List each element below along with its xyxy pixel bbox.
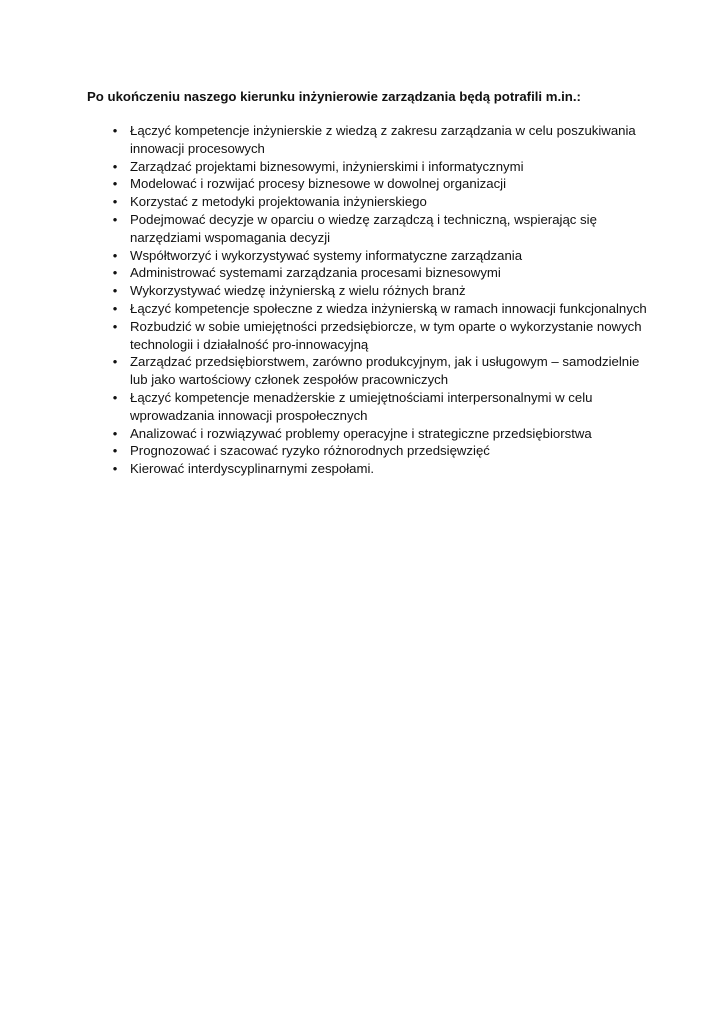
- list-item-text: Modelować i rozwijać procesy biznesowe w dowolnej organizacji: [130, 176, 507, 192]
- bullet-icon: •: [112, 443, 118, 459]
- list-item: [87, 300, 647, 318]
- bullet-icon: •: [112, 123, 118, 138]
- bullet-icon: •: [112, 194, 118, 210]
- list-item: [87, 247, 647, 265]
- list-item-text: Kierować interdyscyplinarnymi zespołami.: [130, 461, 375, 477]
- bullet-icon: •: [112, 425, 118, 441]
- list-item: [87, 158, 647, 176]
- bullet-icon: •: [112, 247, 118, 263]
- list-item: [87, 389, 647, 425]
- list-item-text: Zarządzać projektami biznesowymi, inżynierskimi i informatycznymi: [130, 158, 524, 174]
- list-item: [87, 425, 647, 443]
- list-item-text: Łączyć kompetencje społeczne z wiedza inżynierską w ramach innowacji funkcjonalnych: [130, 300, 647, 316]
- list-item-text: Wykorzystywać wiedzę inżynierską z wielu różnych branż: [130, 283, 466, 299]
- list-item: [87, 264, 647, 282]
- list-item: [87, 442, 647, 460]
- list-item-text: Analizować i rozwiązywać problemy operacyjne i strategiczne przedsiębiorstwa: [130, 425, 592, 441]
- list-item: [87, 353, 647, 389]
- bullet-icon: •: [112, 176, 118, 192]
- list-item-text: Administrować systemami zarządzania procesami biznesowymi: [130, 265, 501, 281]
- list-item: [87, 193, 647, 211]
- document-heading: Po ukończeniu naszego kierunku inżynierowie zarządzania będą potrafili m.in.:: [87, 89, 581, 104]
- list-item-text: Łączyć kompetencje inżynierskie z wiedzą z zakresu zarządzania w celu poszukiwania innowacji procesowych: [130, 123, 636, 156]
- competency-list: [87, 122, 647, 478]
- list-item-text: Łączyć kompetencje menadżerskie z umiejętnościami interpersonalnymi w celu wprowadzania innowacji prospołecznych: [130, 389, 593, 423]
- bullet-icon: •: [112, 283, 118, 299]
- bullet-icon: •: [112, 354, 118, 370]
- bullet-icon: •: [112, 211, 118, 227]
- list-item: [87, 318, 647, 354]
- bullet-icon: •: [112, 300, 118, 316]
- list-item-text: Korzystać z metodyki projektowania inżynierskiego: [130, 194, 427, 210]
- bullet-icon: •: [112, 265, 118, 281]
- bullet-icon: •: [112, 318, 118, 334]
- list-item-text: Podejmować decyzje w oparciu o wiedzę zarządczą i techniczną, wspierając się narzędziami wspomagania decyzji: [130, 211, 597, 245]
- bullet-icon: •: [112, 461, 118, 477]
- list-item: [87, 211, 647, 247]
- list-item-text: Prognozować i szacować ryzyko różnorodnych przedsięwzięć: [130, 443, 490, 459]
- list-item: [87, 175, 647, 193]
- list-item-text: Współtworzyć i wykorzystywać systemy informatyczne zarządzania: [130, 247, 523, 263]
- bullet-icon: •: [112, 389, 118, 405]
- bullet-icon: •: [112, 158, 118, 174]
- list-item-text: Zarządzać przedsiębiorstwem, zarówno produkcyjnym, jak i usługowym – samodzielnie lub jako wartościowy członek zespołów pracowniczych: [130, 354, 640, 388]
- list-item: [87, 282, 647, 300]
- list-item: [87, 460, 647, 478]
- list-item-text: Rozbudzić w sobie umiejętności przedsiębiorcze, w tym oparte o wykorzystanie nowych technologii i działalność pro-innowacyjną: [130, 318, 642, 352]
- list-item: [87, 122, 647, 158]
